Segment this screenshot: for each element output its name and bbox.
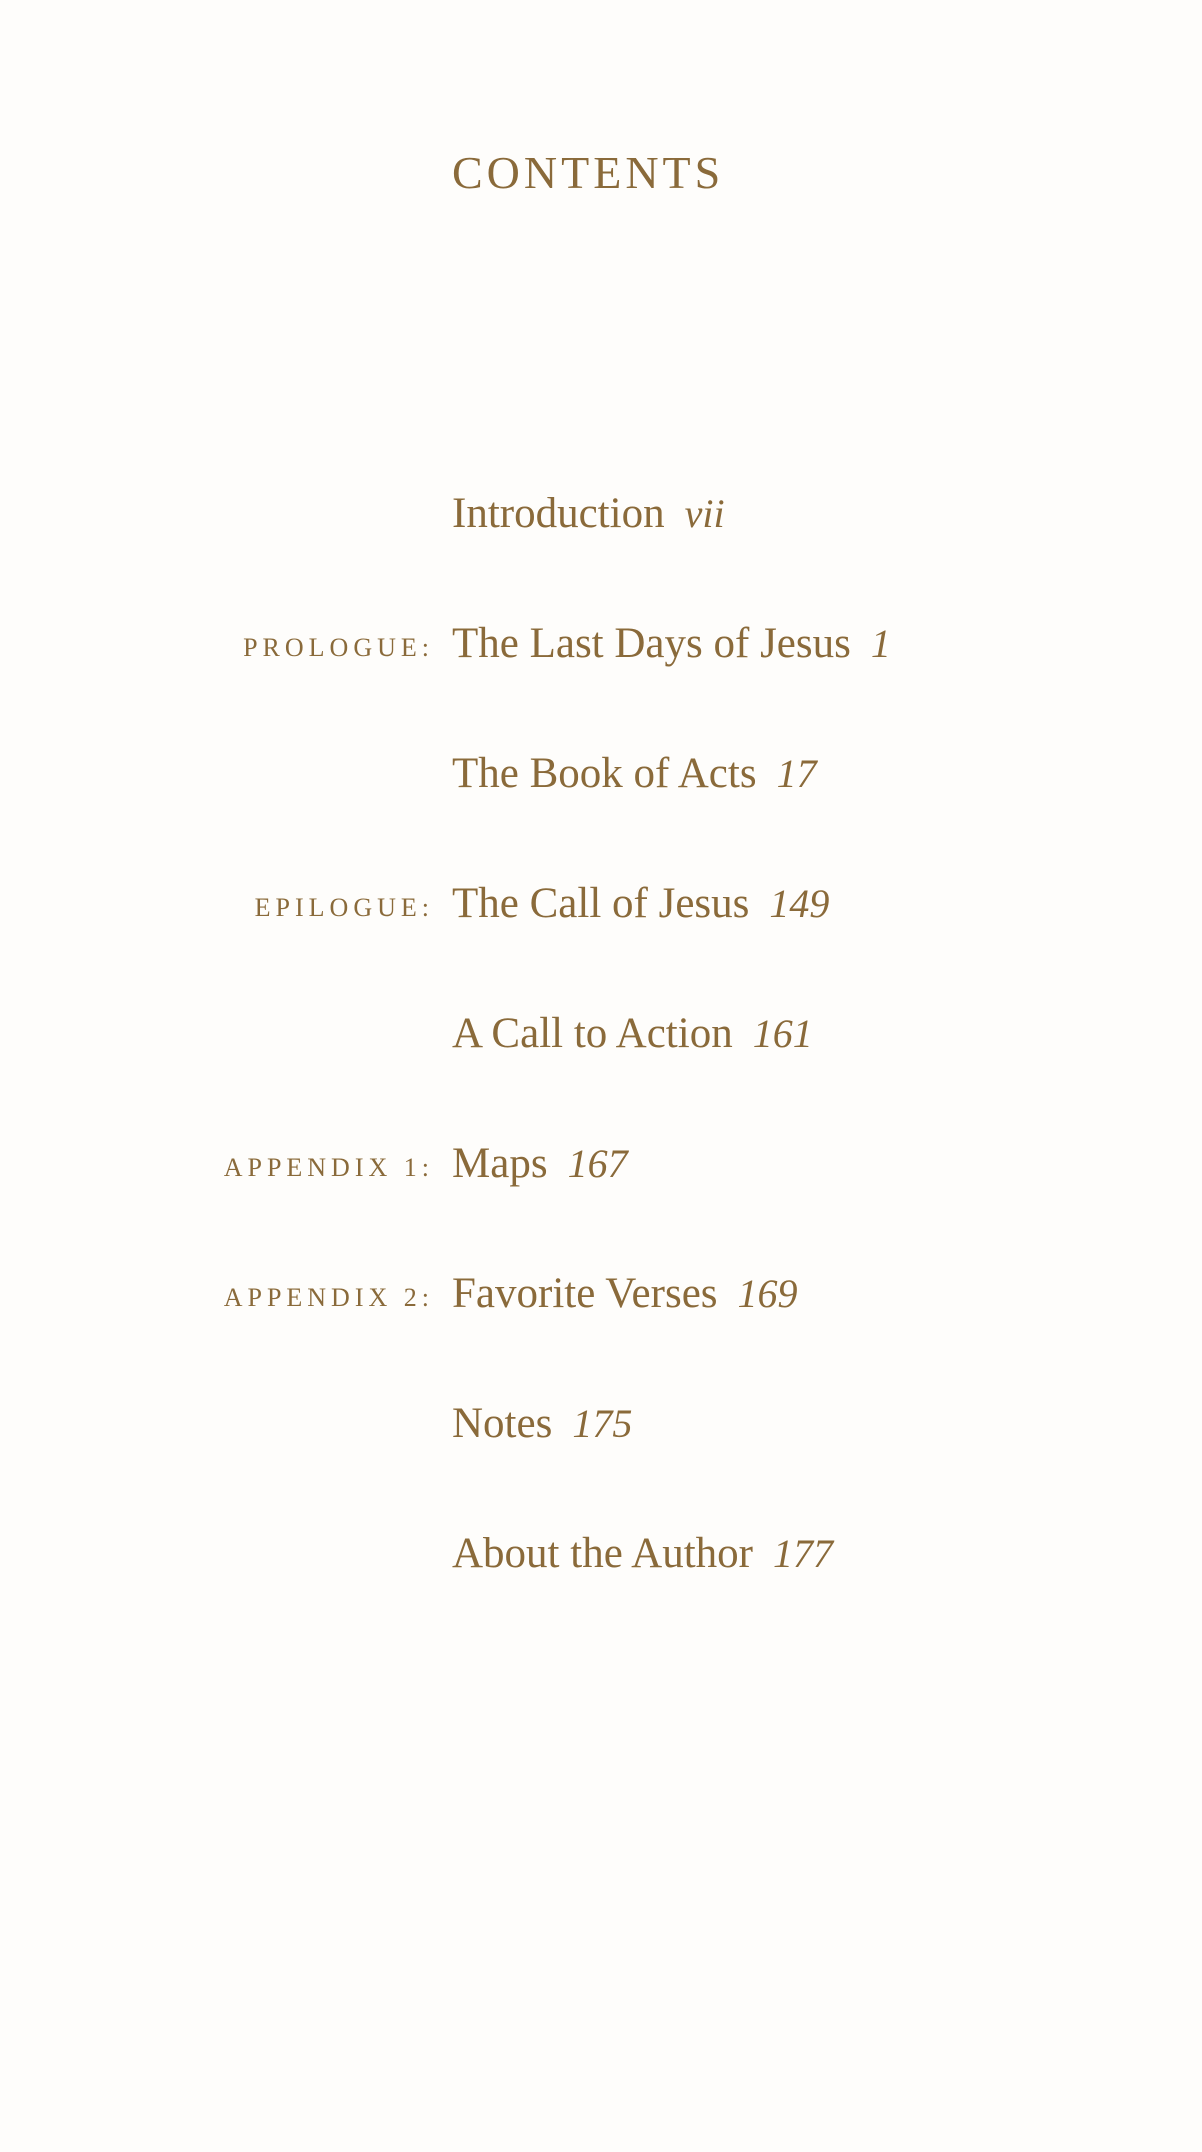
toc-entry-page-number: vii: [684, 491, 725, 536]
toc-entry-title-line: [452, 882, 829, 925]
toc-entry-notes: [0, 1385, 1202, 1455]
toc-entry-appendix-1: [0, 1125, 1202, 1195]
toc-entry-appendix-2: [0, 1255, 1202, 1325]
toc-entry-page-number: 167: [567, 1141, 628, 1186]
toc-entry-title: Maps: [452, 1140, 548, 1187]
toc-entry-title: Favorite Verses: [452, 1270, 718, 1317]
toc-entry-title: Notes: [452, 1400, 553, 1447]
toc-entry-page-number: 161: [752, 1011, 813, 1056]
toc-entry-page-number: 1: [870, 621, 891, 666]
toc-entry-label: EPILOGUE:: [254, 893, 434, 922]
toc-entry-call-to-action: [0, 995, 1202, 1065]
toc-entry-title-line: [452, 1272, 798, 1315]
toc-entry-title: The Book of Acts: [452, 750, 757, 797]
toc-entry-page-number: 149: [769, 881, 830, 926]
toc-entry-title: The Call of Jesus: [452, 880, 750, 927]
toc-entry-book-of-acts: [0, 735, 1202, 805]
toc-entry-title-line: [452, 1142, 628, 1185]
toc-entry-title: About the Author: [452, 1530, 753, 1577]
toc-entry-title-line: [452, 1012, 813, 1055]
toc-entry-page-number: 175: [572, 1401, 633, 1446]
toc-entry-epilogue: [0, 865, 1202, 935]
toc-entry-label: APPENDIX 2:: [223, 1283, 434, 1312]
toc-entry-introduction: [0, 475, 1202, 545]
toc-entry-title: A Call to Action: [452, 1010, 733, 1057]
toc-entry-page-number: 169: [737, 1271, 798, 1316]
toc-entry-label: APPENDIX 1:: [223, 1153, 434, 1182]
toc-entry-title-line: [452, 752, 817, 795]
toc-entry-prologue: [0, 605, 1202, 675]
toc-entry-title-line: [452, 1402, 632, 1445]
contents-heading: CONTENTS: [452, 147, 725, 198]
toc-entry-page-number: 17: [776, 751, 817, 796]
toc-entry-title-line: [452, 492, 725, 535]
toc-entry-title: The Last Days of Jesus: [452, 620, 851, 667]
toc-entry-label: PROLOGUE:: [243, 633, 434, 662]
toc-entry-page-number: 177: [772, 1531, 833, 1576]
toc-entry-title-line: [452, 622, 891, 665]
toc-entry-title-line: [452, 1532, 833, 1575]
toc-entry-about-the-author: [0, 1515, 1202, 1585]
toc-entry-title: Introduction: [452, 490, 665, 537]
